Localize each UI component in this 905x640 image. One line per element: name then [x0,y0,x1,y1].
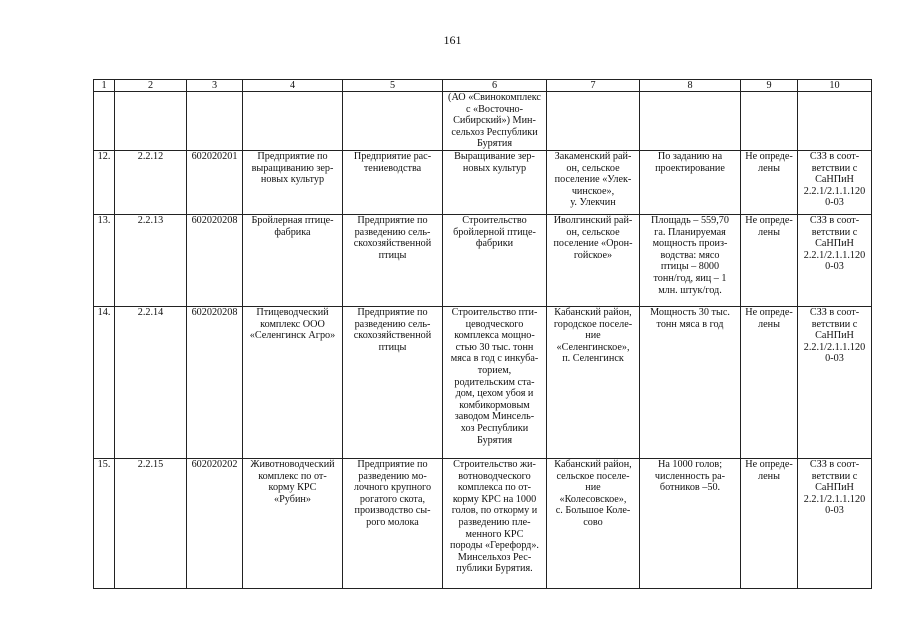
page-number: 161 [443,33,462,47]
document-table [93,79,872,589]
table-cell: Строительство пти- цеводческого комплекса мощно- стью 30 тыс. тонн мяса в год с инкуба- торием, родительским ста- дом, цехом убоя и комбикормовым заводом Минсель- хоз Республики Бурятия [443,307,547,459]
table-cell: Не опреде- лены [741,151,798,215]
table-cell: Площадь – 559,70 га. Планируемая мощность произ- водства: мясо птицы – 8000 тонн/год, яиц – 1 млн. штук/год. [640,215,741,307]
column-header: 3 [187,80,243,92]
table-cell: 2.2.12 [115,151,187,215]
column-header: 5 [343,80,443,92]
table-cell: 2.2.14 [115,307,187,459]
table-row [94,307,872,459]
table-cell: 602020208 [187,307,243,459]
column-header: 1 [94,80,115,92]
table-cell [798,92,872,151]
table-cell: 14. [94,307,115,459]
table-row [94,215,872,307]
table-cell: Не опреде- лены [741,215,798,307]
table-cell: Предприятие рас- тениеводства [343,151,443,215]
table-cell: Выращивание зер- новых культур [443,151,547,215]
table-header-row [94,80,872,92]
table-cell: Кабанский район, городское поселе- ние «Селенгинское», п. Селенгинск [547,307,640,459]
table-cell: Птицеводческий комплекс ООО «Селенгинск Агро» [243,307,343,459]
table-cell [343,92,443,151]
table-cell [187,92,243,151]
table-cell: Животноводческий комплекс по от- корму КРС «Рубин» [243,459,343,589]
table-cell: СЗЗ в соот- ветствии с СаНПиН 2.2.1/2.1.1.120 0-03 [798,215,872,307]
table-cell: Закаменский рай- он, сельское поселение «Улек- чинское», у. Улекчин [547,151,640,215]
table-cell [94,92,115,151]
table-row [94,151,872,215]
column-header: 7 [547,80,640,92]
table-cell: Строительство бройлерной птице- фабрики [443,215,547,307]
table-cell: (АО «Свинокомплекс с «Восточно- Сибирский») Мин- сельхоз Республики Бурятия [443,92,547,151]
table-cell: Мощность 30 тыс. тонн мяса в год [640,307,741,459]
table-cell: 12. [94,151,115,215]
table-cell [741,92,798,151]
column-header: 8 [640,80,741,92]
table-cell: Иволгинский рай- он, сельское поселение «Орон- гойское» [547,215,640,307]
table-cell: Предприятие по разведению мо- лочного крупного рогатого скота, производство сы- рого молока [343,459,443,589]
table-cell: 602020201 [187,151,243,215]
table-cell: Кабанский район, сельское поселе- ние «Колесовское», с. Большое Коле- сово [547,459,640,589]
table-cell [640,92,741,151]
table-cell: Бройлерная птице- фабрика [243,215,343,307]
table-cell [115,92,187,151]
column-header: 10 [798,80,872,92]
column-header: 9 [741,80,798,92]
table-cell: 602020202 [187,459,243,589]
table-row [94,459,872,589]
table-cell: 2.2.13 [115,215,187,307]
table-cell: Предприятие по разведению сель- скохозяйственной птицы [343,307,443,459]
table-cell: Строительство жи- вотноводческого комплекса по от- корму КРС на 1000 голов, по откорму и разведению пле- менного КРС породы «Герефорд». Минсельхоз Рес- публики Бурятия. [443,459,547,589]
column-header: 2 [115,80,187,92]
table-cell: СЗЗ в соот- ветствии с СаНПиН 2.2.1/2.1.1.120 0-03 [798,459,872,589]
table-cell: СЗЗ в соот- ветствии с СаНПиН 2.2.1/2.1.1.120 0-03 [798,307,872,459]
table-cell: Предприятие по выращиванию зер- новых культур [243,151,343,215]
table-cell: Не опреде- лены [741,307,798,459]
table-cell [547,92,640,151]
table-cell: На 1000 голов; численность ра- ботников –50. [640,459,741,589]
table-row-continuation [94,92,872,151]
column-header: 6 [443,80,547,92]
table-cell: 602020208 [187,215,243,307]
table-cell: Не опреде- лены [741,459,798,589]
column-header: 4 [243,80,343,92]
table-cell: 15. [94,459,115,589]
table-cell [243,92,343,151]
table-cell: 13. [94,215,115,307]
table-cell: По заданию на проектирование [640,151,741,215]
table-cell: 2.2.15 [115,459,187,589]
table-cell: СЗЗ в соот- ветствии с СаНПиН 2.2.1/2.1.1.120 0-03 [798,151,872,215]
table-cell: Предприятие по разведению сель- скохозяйственной птицы [343,215,443,307]
